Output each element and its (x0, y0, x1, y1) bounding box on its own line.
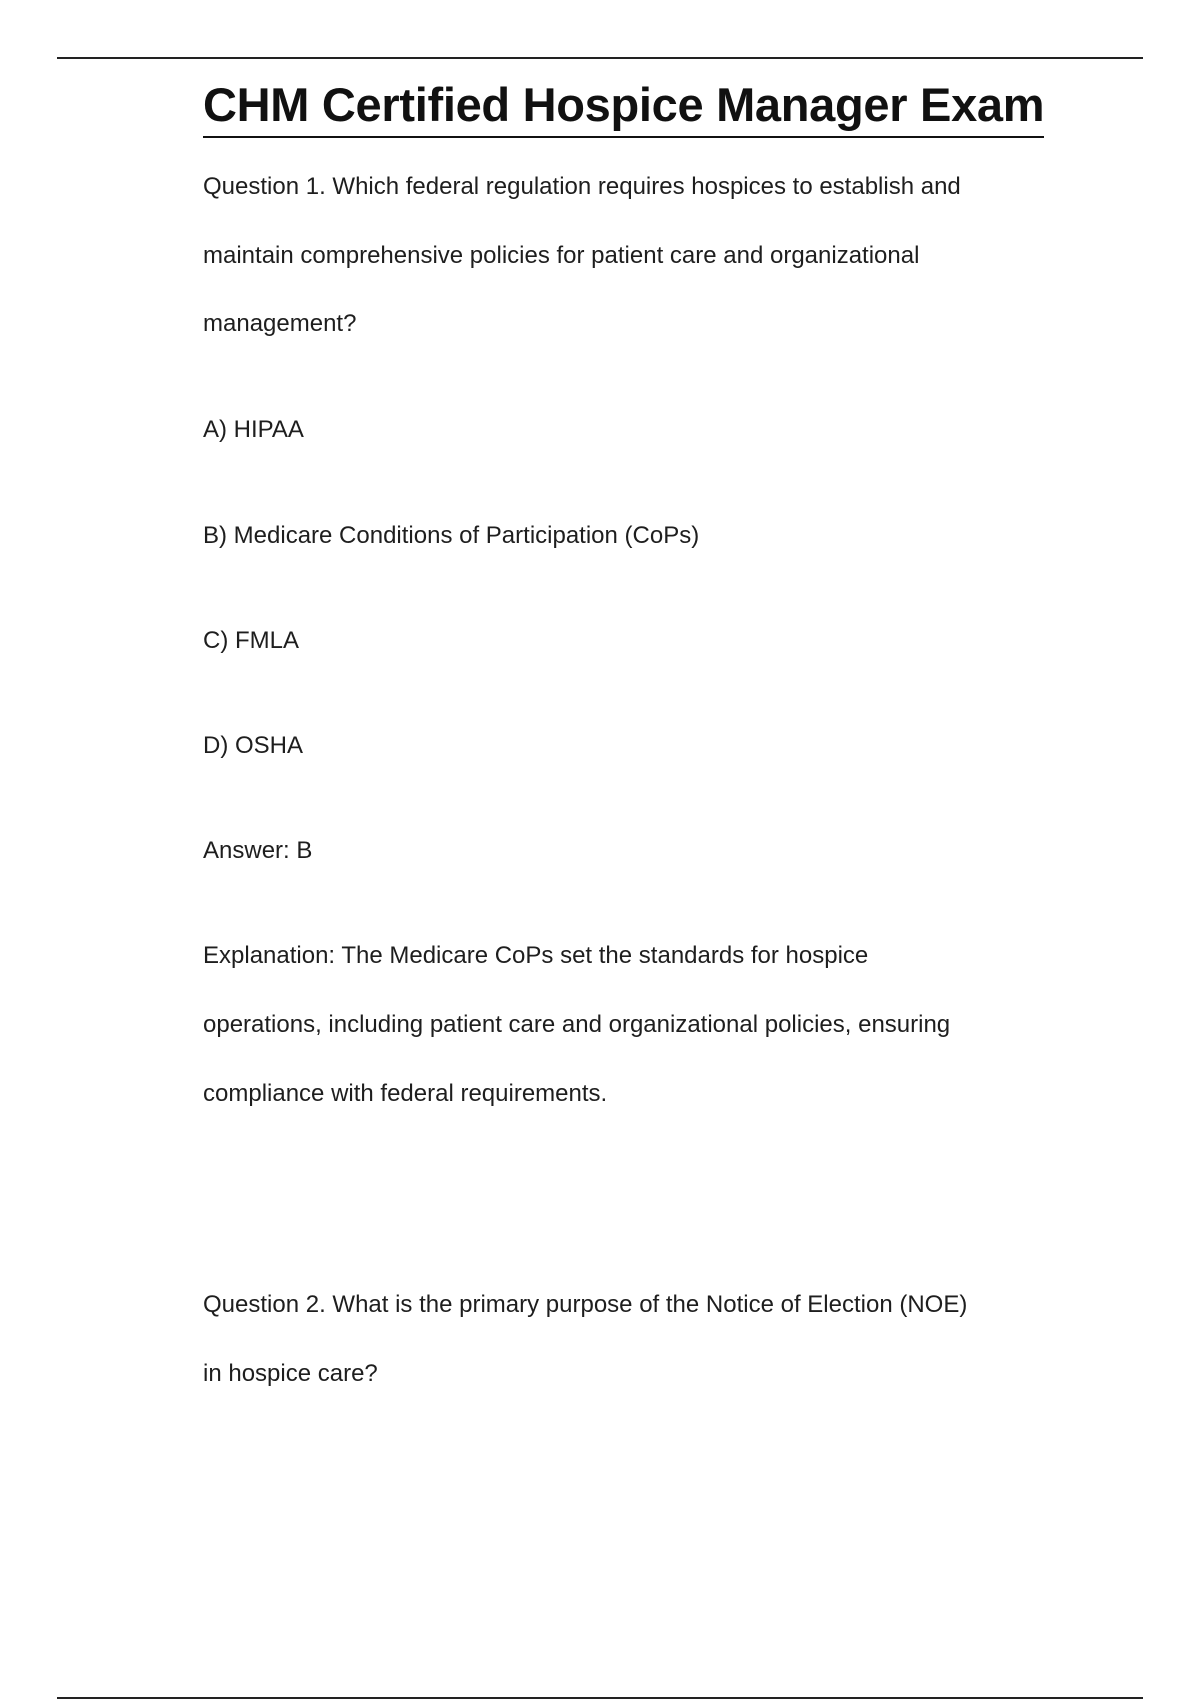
question-1-explanation-line-1: Explanation: The Medicare CoPs set the standards for hospice (203, 942, 869, 969)
question-1-text-line-2: maintain comprehensive policies for patient care and organizational (203, 242, 920, 269)
question-1-option-b: B) Medicare Conditions of Participation (CoPs) (203, 522, 700, 549)
question-1-answer: Answer: B (203, 837, 313, 864)
question-1-option-c: C) FMLA (203, 627, 299, 654)
question-1-text-line-3: management? (203, 310, 357, 337)
question-1-option-d: D) OSHA (203, 732, 304, 759)
question-1-text-line-1: Question 1. Which federal regulation requires hospices to establish and (203, 173, 961, 200)
question-1-explanation-line-3: compliance with federal requirements. (203, 1080, 608, 1107)
question-1-option-a: A) HIPAA (203, 416, 304, 443)
document-title: CHM Certified Hospice Manager Exam (203, 74, 1044, 138)
question-2-text-line-1: Question 2. What is the primary purpose of the Notice of Election (NOE) (203, 1291, 968, 1318)
bottom-rule (57, 1697, 1143, 1699)
top-rule (57, 57, 1143, 59)
question-2-text-line-2: in hospice care? (203, 1360, 378, 1387)
question-1-explanation-line-2: operations, including patient care and organizational policies, ensuring (203, 1011, 951, 1038)
